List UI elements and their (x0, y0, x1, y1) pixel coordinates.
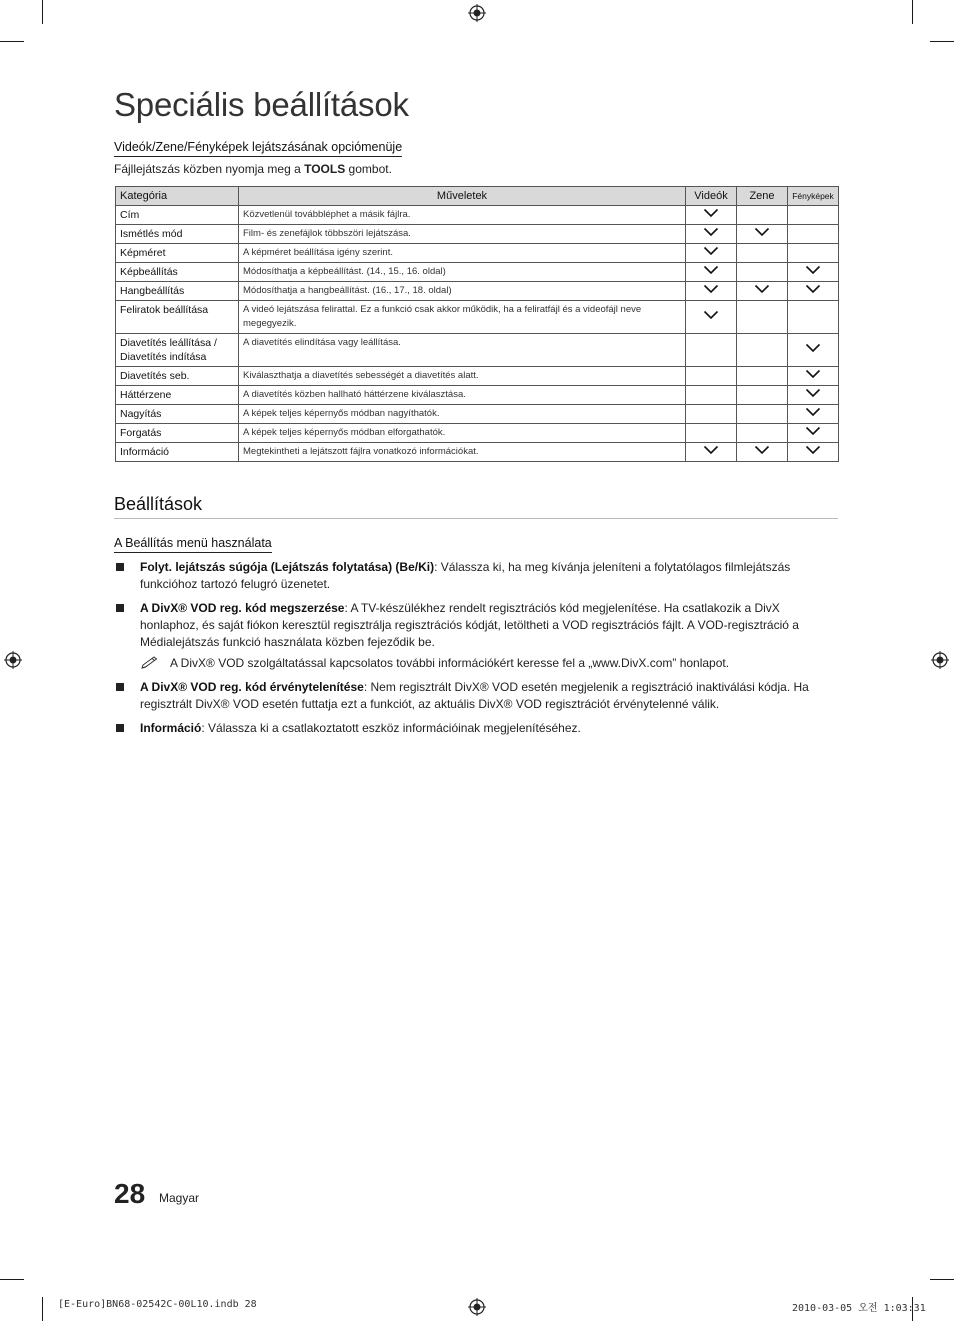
crop-mark (42, 1297, 43, 1321)
item-text: : Nem regisztrált DivX® VOD esetén megjelenik a regisztráció inaktiválási kódja. Ha regisztrált DivX® VOD esetén futtatja ezt a funkciót, az aktuális DivX® VOD regisztrációt érvénytelenné válik. (140, 680, 809, 711)
page-language: Magyar (159, 1191, 200, 1205)
crop-mark (42, 0, 43, 24)
category-cell: Képméret (116, 244, 239, 263)
photos-cell (788, 225, 839, 244)
note (140, 655, 814, 672)
footer-date: 2010-03-05 오전 1:03:31 (792, 1303, 926, 1314)
photos-cell (788, 206, 839, 225)
column-header: Fényképek (788, 187, 839, 206)
description-cell: A képek teljes képernyős módban elforgathatók. (239, 424, 686, 443)
checkmark-icon (805, 369, 821, 379)
videos-cell (686, 334, 737, 367)
photos-cell (788, 386, 839, 405)
column-header: Zene (737, 187, 788, 206)
checkmark-icon (805, 445, 821, 455)
videos-cell (686, 424, 737, 443)
table-header-row (116, 187, 839, 206)
music-cell (737, 405, 788, 424)
checkmark-icon (805, 284, 821, 294)
videos-cell (686, 282, 737, 301)
checkmark-icon (703, 310, 719, 320)
table-row (116, 225, 839, 244)
bullet-square-icon (116, 683, 124, 691)
music-cell (737, 424, 788, 443)
page-number: 28 (114, 1178, 146, 1209)
registration-mark-icon (468, 1298, 486, 1316)
photos-cell (788, 263, 839, 282)
settings-usage-heading: A Beállítás menü használata (114, 536, 272, 553)
category-cell: Cím (116, 206, 239, 225)
checkmark-icon (703, 265, 719, 275)
table-row (116, 263, 839, 282)
category-cell: Nagyítás (116, 405, 239, 424)
table-row (116, 443, 839, 462)
music-cell (737, 367, 788, 386)
list-item (114, 720, 814, 737)
music-cell (737, 225, 788, 244)
playback-menu-intro (114, 162, 392, 176)
description-cell: Film- és zenefájlok többszöri lejátszása. (239, 225, 686, 244)
list-item (114, 600, 814, 672)
category-cell: Feliratok beállítása (116, 301, 239, 334)
checkmark-icon (703, 246, 719, 256)
column-header: Videók (686, 187, 737, 206)
description-cell: A diavetítés közben hallható háttérzene kiválasztása. (239, 386, 686, 405)
checkmark-icon (805, 407, 821, 417)
crop-mark (930, 1279, 954, 1280)
videos-cell (686, 367, 737, 386)
description-cell: Módosíthatja a hangbeállítást. (16., 17., 18. oldal) (239, 282, 686, 301)
column-header: Műveletek (239, 187, 686, 206)
category-cell: Ismétlés mód (116, 225, 239, 244)
intro-text: Fájllejátszás közben nyomja meg a (114, 162, 305, 176)
description-cell: A képméret beállítása igény szerint. (239, 244, 686, 263)
description-cell: Módosíthatja a képbeállítást. (14., 15., 16. oldal) (239, 263, 686, 282)
column-header: Kategória (116, 187, 239, 206)
table-row (116, 367, 839, 386)
table-row (116, 282, 839, 301)
music-cell (737, 244, 788, 263)
table-row (116, 386, 839, 405)
photos-cell (788, 405, 839, 424)
category-cell: Forgatás (116, 424, 239, 443)
checkmark-icon (703, 284, 719, 294)
crop-mark (0, 41, 24, 42)
bullet-square-icon (116, 563, 124, 571)
item-label: Információ (140, 721, 202, 735)
videos-cell (686, 225, 737, 244)
table-row (116, 405, 839, 424)
description-cell: A videó lejátszása felirattal. Ez a funkció csak akkor működik, ha a feliratfájl és a videofájl neve megegyezik. (239, 301, 686, 334)
crop-mark (912, 0, 913, 24)
item-label: A DivX® VOD reg. kód érvénytelenítése (140, 680, 364, 694)
item-label: Folyt. lejátszás súgója (Lejátszás folytatása) (Be/Ki) (140, 560, 435, 574)
note-pencil-icon (140, 655, 160, 671)
photos-cell (788, 301, 839, 334)
checkmark-icon (703, 445, 719, 455)
category-cell: Diavetítés seb. (116, 367, 239, 386)
description-cell: Közvetlenül továbbléphet a másik fájlra. (239, 206, 686, 225)
list-item (114, 679, 814, 713)
music-cell (737, 334, 788, 367)
photos-cell (788, 424, 839, 443)
footer-file-info: [E-Euro]BN68-02542C-00L10.indb 28 (58, 1299, 257, 1310)
photos-cell (788, 443, 839, 462)
checkmark-icon (754, 284, 770, 294)
note-text: A DivX® VOD szolgáltatással kapcsolatos további információkért keresse fel a „www.DivX.com” honlapot. (170, 656, 730, 670)
crop-mark (0, 1279, 24, 1280)
list-item (114, 559, 814, 593)
settings-list (114, 559, 814, 744)
tools-key-label: TOOLS (304, 162, 346, 176)
description-cell: A diavetítés elindítása vagy leállítása. (239, 334, 686, 367)
item-text: : A TV-készülékhez rendelt regisztrációs kód megjelenítése. Ha csatlakozik a DivX honlaphoz, és saját fiókon keresztül regisztrálja regisztrációs kódját, letöltheti a VOD regisztrációs fájlt. A VOD-regisztráció a Médialejátszás funkció használata közben fejeződik be. (140, 601, 799, 649)
music-cell (737, 263, 788, 282)
checkmark-icon (805, 265, 821, 275)
checkmark-icon (703, 208, 719, 218)
item-text: : Válassza ki, ha meg kívánja jeleníteni a folytatólagos filmlejátszás funkcióhoz tartozó felugró üzenetet. (140, 560, 791, 591)
table-row (116, 244, 839, 263)
photos-cell (788, 334, 839, 367)
registration-mark-icon (4, 651, 22, 669)
bullet-square-icon (116, 604, 124, 612)
category-cell: Háttérzene (116, 386, 239, 405)
music-cell (737, 206, 788, 225)
item-label: A DivX® VOD reg. kód megszerzése (140, 601, 345, 615)
photos-cell (788, 244, 839, 263)
music-cell (737, 386, 788, 405)
description-cell: A képek teljes képernyős módban nagyíthatók. (239, 405, 686, 424)
checkmark-icon (805, 343, 821, 353)
table-row (116, 301, 839, 334)
intro-text: gombot. (345, 162, 392, 176)
table-row (116, 334, 839, 367)
description-cell: Megtekintheti a lejátszott fájlra vonatkozó információkat. (239, 443, 686, 462)
photos-cell (788, 367, 839, 386)
bullet-square-icon (116, 724, 124, 732)
table-row (116, 206, 839, 225)
category-cell: Információ (116, 443, 239, 462)
description-cell: Kiválaszthatja a diavetítés sebességét a diavetítés alatt. (239, 367, 686, 386)
music-cell (737, 282, 788, 301)
checkmark-icon (703, 227, 719, 237)
photos-cell (788, 282, 839, 301)
videos-cell (686, 386, 737, 405)
videos-cell (686, 206, 737, 225)
videos-cell (686, 244, 737, 263)
page-title: Speciális beállítások (114, 86, 409, 123)
crop-mark (930, 41, 954, 42)
settings-heading: Beállítások (114, 494, 838, 519)
checkmark-icon (805, 388, 821, 398)
music-cell (737, 301, 788, 334)
playback-options-table (115, 186, 839, 462)
videos-cell (686, 443, 737, 462)
checkmark-icon (805, 426, 821, 436)
item-text: : Válassza ki a csatlakoztatott eszköz információinak megjelenítéséhez. (201, 721, 581, 735)
category-cell: Hangbeállítás (116, 282, 239, 301)
videos-cell (686, 263, 737, 282)
videos-cell (686, 405, 737, 424)
registration-mark-icon (931, 651, 949, 669)
checkmark-icon (754, 445, 770, 455)
category-cell: Képbeállítás (116, 263, 239, 282)
category-cell: Diavetítés leállítása / Diavetítés indítása (116, 334, 239, 367)
playback-menu-heading: Videók/Zene/Fényképek lejátszásának opciómenüje (114, 140, 402, 157)
checkmark-icon (754, 227, 770, 237)
music-cell (737, 443, 788, 462)
videos-cell (686, 301, 737, 334)
table-row (116, 424, 839, 443)
registration-mark-icon (468, 4, 486, 22)
